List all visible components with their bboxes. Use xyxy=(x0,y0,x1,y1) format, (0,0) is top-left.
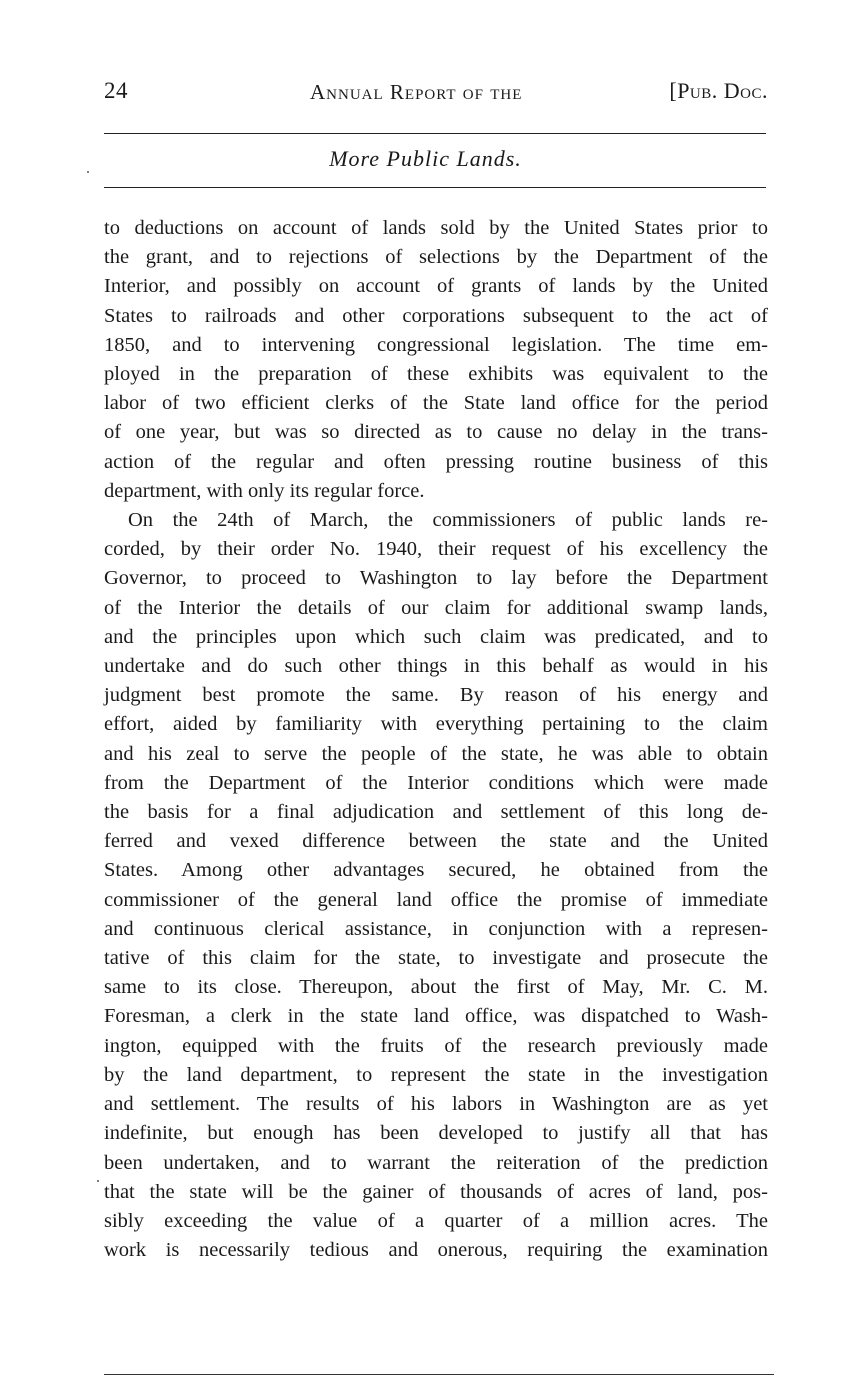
text-line: ployed in the preparation of these exhibits was equivalent to the xyxy=(104,363,768,386)
text-line: action of the regular and often pressing routine business of this xyxy=(104,450,768,473)
body-text xyxy=(104,214,768,1265)
text-line: indefinite, but enough has been developed to justify all that has xyxy=(104,1122,768,1145)
text-line: and the principles upon which such claim was predicated, and to xyxy=(104,625,768,648)
text-line: and continuous clerical assistance, in conjunction with a represen- xyxy=(104,917,768,940)
text-line: States. Among other advantages secured, he obtained from the xyxy=(104,859,768,882)
text-line: department, with only its regular force. xyxy=(104,479,425,502)
text-line: 1850, and to intervening congressional legislation. The time em- xyxy=(104,333,768,356)
text-line: ington, equipped with the fruits of the research previously made xyxy=(104,1034,768,1057)
text-line: effort, aided by familiarity with everything pertaining to the claim xyxy=(104,713,768,736)
running-title: Annual Report of the xyxy=(310,80,523,104)
text-line: that the state will be the gainer of thousands of acres of land, pos- xyxy=(104,1180,768,1203)
text-line: corded, by their order No. 1940, their request of his excellency the xyxy=(104,538,768,561)
scan-speck xyxy=(97,1180,99,1182)
text-line: sibly exceeding the value of a quarter of a million acres. The xyxy=(104,1209,768,1232)
text-line: from the Department of the Interior conditions which were made xyxy=(104,771,768,794)
page-number: 24 xyxy=(104,78,128,103)
text-line: the grant, and to rejections of selections by the Department of the xyxy=(104,246,768,269)
text-line: of the Interior the details of our claim for additional swamp lands, xyxy=(104,596,768,619)
text-line: Interior, and possibly on account of grants of lands by the United xyxy=(104,275,768,298)
text-line: of one year, but was so directed as to cause no delay in the trans- xyxy=(104,421,768,444)
text-line: commissioner of the general land office the promise of immediate xyxy=(104,888,768,911)
scan-speck xyxy=(87,171,89,173)
footer-rule xyxy=(104,1374,774,1375)
text-line: been undertaken, and to warrant the reiteration of the prediction xyxy=(104,1151,768,1174)
paragraph-start-line: On the 24th of March, the commissioners of public lands re- xyxy=(128,509,768,532)
text-line: and his zeal to serve the people of the state, he was able to obtain xyxy=(104,742,768,765)
text-line: ferred and vexed difference between the state and the United xyxy=(104,830,768,853)
text-line: Foresman, a clerk in the state land office, was dispatched to Wash- xyxy=(104,1005,768,1028)
text-line: to deductions on account of lands sold by the United States prior to xyxy=(104,217,768,239)
text-line: States to railroads and other corporations subsequent to the act of xyxy=(104,304,768,327)
publication-label: [Pub. Doc. xyxy=(669,78,768,103)
text-line: tative of this claim for the state, to investigate and prosecute the xyxy=(104,947,768,970)
text-line: work is necessarily tedious and onerous, requiring the examination xyxy=(104,1239,768,1262)
header-rule-top xyxy=(104,133,766,134)
text-line: judgment best promote the same. By reason of his energy and xyxy=(104,684,768,707)
text-line: by the land department, to represent the state in the investigation xyxy=(104,1063,768,1086)
text-line: Governor, to proceed to Washington to lay before the Department xyxy=(104,567,768,590)
text-line: undertake and do such other things in this behalf as would in his xyxy=(104,655,768,678)
text-line: the basis for a final adjudication and settlement of this long de- xyxy=(104,801,768,824)
header-rule-bottom xyxy=(104,187,766,188)
running-head xyxy=(104,78,768,112)
section-title: More Public Lands. xyxy=(329,146,522,171)
text-line: same to its close. Thereupon, about the first of May, Mr. C. M. xyxy=(104,976,768,999)
text-line: and settlement. The results of his labors in Washington are as yet xyxy=(104,1093,768,1116)
text-line: labor of two efficient clerks of the State land office for the period xyxy=(104,392,768,415)
